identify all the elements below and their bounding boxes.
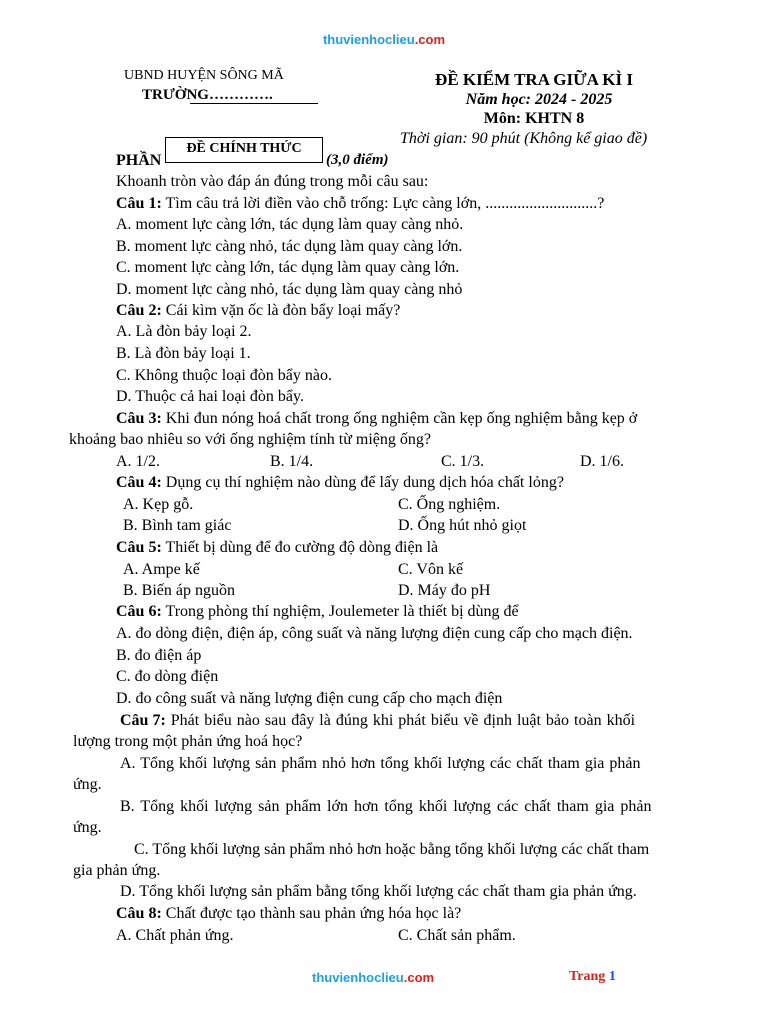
q3-option-d[interactable]: D. 1/6. xyxy=(580,453,624,470)
question-7-text-cont: lượng trong một phản ứng hoá học? xyxy=(73,733,303,750)
q3-option-a[interactable]: A. 1/2. xyxy=(116,453,160,470)
exam-time: Thời gian: 90 phút (Không kể giao đề) xyxy=(400,130,648,147)
q4-option-c[interactable]: C. Ống nghiệm. xyxy=(398,496,501,513)
q6-option-a[interactable]: A. đo dòng điện, điện áp, công suất và năng lượng điện cung cấp cho mạch điện. xyxy=(116,625,633,642)
question-7-text: Phát biểu nào sau đây là đúng khi phát biểu về định luật bảo toàn khối xyxy=(165,712,636,729)
page-num: 1 xyxy=(608,969,616,984)
q1-option-c[interactable]: C. moment lực càng lớn, tác dụng làm quay càng lớn. xyxy=(116,259,460,276)
q7-option-c[interactable]: C. Tổng khối lượng sản phẩm nhỏ hơn hoặc bằng tổng khối lượng các chất tham xyxy=(134,841,650,858)
q4-option-d[interactable]: D. Ống hút nhỏ giọt xyxy=(398,517,527,534)
q7-option-b-cont: ứng. xyxy=(73,819,102,836)
question-1-text: Tìm câu trả lời điền vào chỗ trống: Lực càng lớn, ............................? xyxy=(161,195,605,212)
q5-option-a[interactable]: A. Ampe kế xyxy=(123,561,200,578)
q2-option-b[interactable]: B. Là đòn bảy loại 1. xyxy=(116,345,251,362)
question-3 xyxy=(116,408,637,429)
site-domain: .com xyxy=(414,32,446,47)
school-unit: UBND HUYỆN SÔNG MÃ xyxy=(124,68,284,83)
q4-option-b[interactable]: B. Bình tam giác xyxy=(123,517,232,534)
q7-option-b[interactable]: B. Tổng khối lượng sản phẩm lớn hơn tổng khối lượng các chất tham gia phản xyxy=(120,798,652,815)
question-4-label: Câu 4: xyxy=(116,474,162,491)
q5-option-b[interactable]: B. Biến áp nguồn xyxy=(123,582,235,599)
site-banner-top[interactable] xyxy=(0,32,768,47)
q8-option-a[interactable]: A. Chất phản ứng. xyxy=(116,927,234,944)
question-7-label: Câu 7: xyxy=(120,712,166,729)
question-5 xyxy=(116,537,438,558)
q7-option-d[interactable]: D. Tổng khối lượng sản phẩm bằng tổng khối lượng các chất tham gia phản ứng. xyxy=(120,883,637,900)
question-5-text: Thiết bị dùng để đo cường độ dòng điện là xyxy=(161,539,439,556)
question-4-text: Dụng cụ thí nghiệm nào dùng để lấy dung dịch hóa chất lỏng? xyxy=(161,474,564,491)
question-3-text: Khi đun nóng hoá chất trong ống nghiệm cần kẹp ống nghiệm bằng kẹp ở xyxy=(161,410,638,427)
exam-subject: Môn: KHTN 8 xyxy=(483,110,585,127)
official-stamp-box: ĐỀ CHÍNH THỨC xyxy=(165,137,323,163)
exam-title: ĐỀ KIỂM TRA GIỮA KÌ I xyxy=(435,70,633,89)
q5-option-d[interactable]: D. Máy đo pH xyxy=(398,582,491,599)
q6-option-c[interactable]: C. đo dòng điện xyxy=(116,668,219,685)
site-name: thuvienhoclieu xyxy=(322,32,415,47)
instruction: Khoanh tròn vào đáp án đúng trong mỗi câu sau: xyxy=(116,173,429,190)
question-8 xyxy=(116,903,461,924)
q1-option-d[interactable]: D. moment lực càng nhỏ, tác dụng làm quay càng nhỏ xyxy=(116,281,463,298)
question-4 xyxy=(116,472,564,493)
question-8-label: Câu 8: xyxy=(116,905,162,922)
footer-site-domain: .com xyxy=(403,970,435,985)
part-points: (3,0 điểm) xyxy=(326,152,389,168)
q1-option-b[interactable]: B. moment lực càng nhỏ, tác dụng làm quay càng lớn. xyxy=(116,238,463,255)
question-2-label: Câu 2: xyxy=(116,302,162,319)
part-label: PHẦN xyxy=(116,152,162,169)
question-5-label: Câu 5: xyxy=(116,539,162,556)
q5-option-c[interactable]: C. Vôn kế xyxy=(398,561,464,578)
question-7 xyxy=(120,710,635,731)
footer-site-name: thuvienhoclieu xyxy=(312,970,404,985)
question-1 xyxy=(116,193,604,214)
question-8-text: Chất được tạo thành sau phản ứng hóa học là? xyxy=(161,905,462,922)
q3-option-c[interactable]: C. 1/3. xyxy=(441,453,485,470)
question-3-label: Câu 3: xyxy=(116,410,162,427)
q2-option-d[interactable]: D. Thuộc cả hai loại đòn bẩy. xyxy=(116,388,304,405)
question-6-text: Trong phòng thí nghiệm, Joulemeter là thiết bị dùng để xyxy=(161,603,519,620)
question-2 xyxy=(116,300,400,321)
q7-option-a[interactable]: A. Tổng khối lượng sản phẩm nhỏ hơn tổng khối lượng các chất tham gia phản xyxy=(120,755,641,772)
page-number xyxy=(569,969,616,985)
school-name: TRƯỜNG…………. xyxy=(142,87,273,103)
q3-option-b[interactable]: B. 1/4. xyxy=(270,453,314,470)
q2-option-c[interactable]: C. Không thuộc loại đòn bẩy nào. xyxy=(116,367,332,384)
question-3-text-cont: khoảng bao nhiêu so với ống nghiệm tính từ miệng ống? xyxy=(69,431,431,448)
q7-option-a-cont: ứng. xyxy=(73,776,102,793)
school-underline xyxy=(190,103,318,104)
question-6-label: Câu 6: xyxy=(116,603,162,620)
site-banner-footer[interactable] xyxy=(312,970,434,985)
question-2-text: Cái kìm vặn ốc là đòn bẩy loại mấy? xyxy=(161,302,401,319)
q1-option-a[interactable]: A. moment lực càng lớn, tác dụng làm quay càng nhỏ. xyxy=(116,216,464,233)
q8-option-c[interactable]: C. Chất sản phẩm. xyxy=(398,927,516,944)
question-6 xyxy=(116,601,519,622)
q6-option-b[interactable]: B. đo điện áp xyxy=(116,647,202,664)
exam-year: Năm học: 2024 - 2025 xyxy=(465,91,613,108)
question-1-label: Câu 1: xyxy=(116,195,162,212)
q6-option-d[interactable]: D. đo công suất và năng lượng điện cung cấp cho mạch điện xyxy=(116,690,503,707)
q2-option-a[interactable]: A. Là đòn bảy loại 2. xyxy=(116,323,252,340)
page-label: Trang xyxy=(569,969,606,984)
q7-option-c-cont: gia phản ứng. xyxy=(73,862,161,879)
q4-option-a[interactable]: A. Kẹp gỗ. xyxy=(123,496,194,513)
